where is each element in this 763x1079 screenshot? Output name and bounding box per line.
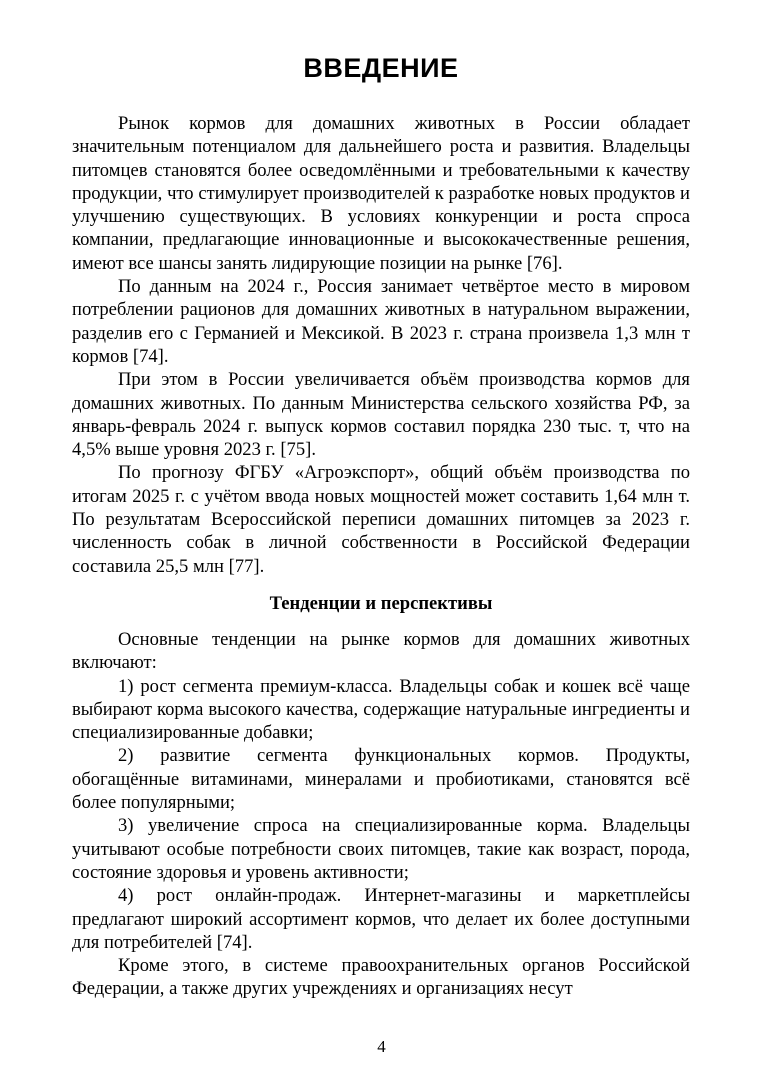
paragraph-consumption-ranking: По данным на 2024 г., Россия занимает четвёртое место в мировом потреблении рационов для домашних животных в натуральном выражении, разделив его с Германией и Мексикой. В 2023 г. страна произвела 1,3 млн т кормов [74].	[72, 276, 690, 367]
paragraph-trends-intro: Основные тенденции на рынке кормов для домашних животных включают:	[72, 628, 690, 674]
paragraph-forecast: По прогнозу ФГБУ «Агроэкспорт», общий объём производства по итогам 2025 г. с учётом ввода новых мощностей может составить 1,64 млн т. По результатам Всероссийской переписи домашних питомцев за 2023 г. численность собак в личной собственности в Российской Федерации составила 25,5 млн [77].	[72, 462, 690, 577]
list-item-premium: 1) рост сегмента премиум-класса. Владельцы собак и кошек всё чаще выбирают корма высокого качества, содержащие натуральные ингредиенты и специализированные добавки;	[72, 675, 690, 744]
section-title: Тенденции и перспективы	[269, 592, 493, 614]
list-item-functional: 2) развитие сегмента функциональных кормов. Продукты, обогащённые витаминами, минералами и пробиотиками, становятся всё более популярными;	[72, 745, 690, 814]
paragraph-production-growth: При этом в России увеличивается объём производства кормов для домашних животных. По данным Министерства сельского хозяйства РФ, за январь-февраль 2024 г. выпуск кормов составил порядка 230 тыс. т, что на 4,5% выше уровня 2023 г. [75].	[72, 369, 690, 461]
paragraph-market-potential: Рынок кормов для домашних животных в России обладает значительным потенциалом для дальнейшего роста и развития. Владельцы питомцев становятся более осведомлёнными и требовательными к качеству продукции, что стимулирует производителей к разработке новых продуктов и улучшению существующих. В условиях конкуренции и роста спроса компании, предлагающие инновационные и высококачественные решения, имеют все шансы занять лидирующие позиции на рынке [76].	[72, 113, 690, 274]
list-item-specialized: 3) увеличение спроса на специализированные корма. Владельцы учитывают особые потребности своих питомцев, такие как возраст, порода, состояние здоровья и уровень активности;	[72, 815, 690, 883]
list-item-online-sales: 4) рост онлайн-продаж. Интернет-магазины и маркетплейсы предлагают широкий ассортимент кормов, что делает их более доступными для потребителей [74].	[72, 885, 690, 953]
page-title: ВВЕДЕНИЕ	[303, 53, 459, 83]
paragraph-law-enforcement: Кроме этого, в системе правоохранительных органов Российской Федерации, а также других учреждениях и организациях несут	[72, 955, 690, 1000]
document-page	[72, 48, 690, 1001]
page-number: 4	[377, 1037, 386, 1056]
